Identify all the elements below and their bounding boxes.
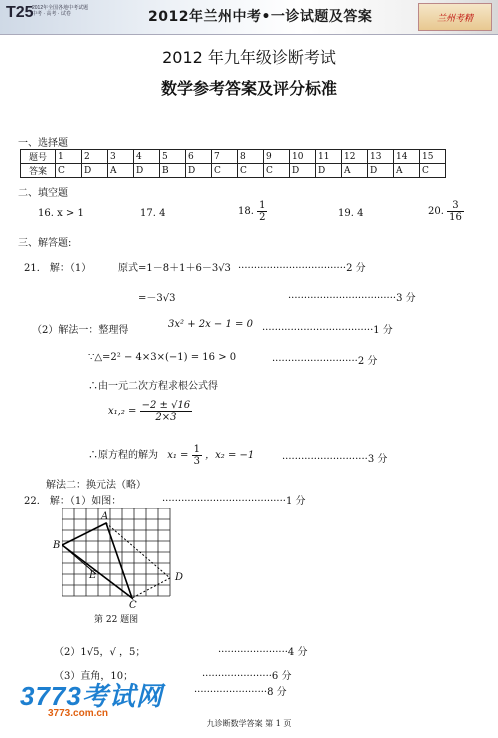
banner-code: T25 bbox=[6, 4, 34, 21]
q21-2-equation: 3x² + 2x − 1 = 0 bbox=[168, 319, 253, 330]
answer-17: 17. 4 bbox=[140, 208, 166, 219]
banner-small-text: 2012年全国各地中考试题 中考 · 高考 · 试卷 bbox=[32, 5, 89, 17]
q21-2-score: ···································1 分 bbox=[262, 325, 393, 336]
q21-root-formula: x₁,₂ = $\frac{-2 \pm √16}{2\times 3}$ bbox=[108, 400, 191, 423]
page-footer: 九诊断数学答案 第 1 页 bbox=[206, 719, 292, 728]
q21-label: 21． 解：（1） bbox=[24, 263, 92, 274]
banner-logo: 兰州考精 bbox=[418, 3, 492, 31]
doc-title: 2012 年九年级诊断考试 bbox=[162, 48, 336, 67]
section2-heading: 二、填空题 bbox=[18, 188, 68, 199]
point-d-label: D bbox=[175, 572, 184, 583]
point-b-label: B bbox=[53, 540, 61, 551]
point-a-label: A bbox=[101, 511, 109, 522]
answer-19: 19. 4 bbox=[338, 208, 364, 219]
table-header-q: 题号 bbox=[21, 150, 56, 164]
answer-20: 20. $\frac{3}{16}$ bbox=[428, 200, 462, 223]
point-e-label: E bbox=[89, 570, 97, 581]
q21-root-score: ···························3 分 bbox=[282, 454, 388, 465]
q22-2: （2）1√5，√ ，5； bbox=[54, 647, 146, 658]
section1-heading: 一、选择题 bbox=[18, 138, 68, 149]
q21-delta-score: ···························2 分 bbox=[272, 356, 378, 367]
section3-heading: 三、解答题: bbox=[18, 238, 72, 249]
q21-line1: 原式=1－8＋1＋6－3√3 bbox=[118, 263, 231, 274]
q22-3-score: ······················6 分 bbox=[202, 671, 292, 682]
q21-roots: ∴原方程的解为 x₁ = $\frac{1}{3}$ ，x₂ = −1 bbox=[88, 444, 255, 467]
q22-grid-figure bbox=[62, 508, 192, 612]
table-row-answers: 答案 C D A D B D C C C D D A D A C bbox=[21, 164, 446, 178]
dashed-lines bbox=[106, 523, 170, 598]
q21-method2: 解法二：换元法（略） bbox=[46, 480, 146, 491]
q21-2-label: （2）解法一：整理得 bbox=[32, 325, 129, 336]
q21-line2: =－3√3 bbox=[138, 293, 176, 304]
point-c-label: C bbox=[129, 600, 137, 611]
q22-3: （3）直角，10； bbox=[54, 671, 134, 682]
q22-label: 22． 解：（1）如图： bbox=[24, 496, 122, 507]
q21-score2: ··································3 分 bbox=[288, 293, 416, 304]
table-header-a: 答案 bbox=[21, 164, 56, 178]
q21-formula-text: ∴由一元二次方程求根公式得 bbox=[88, 381, 218, 392]
figure-caption: 第 22 题图 bbox=[94, 615, 139, 625]
banner-title: 2012年兰州中考•一诊试题及答案 bbox=[148, 9, 373, 25]
table-row-numbers: 题号 1 2 3 4 5 6 7 8 9 10 11 12 13 14 15 bbox=[21, 150, 446, 164]
q22-2-score: ······················4 分 bbox=[218, 647, 308, 658]
answer-16: 16. x > 1 bbox=[38, 208, 84, 219]
triangle-abc bbox=[62, 523, 132, 598]
answer-table bbox=[20, 149, 446, 178]
answer-18: 18. $\frac{1}{2}$ bbox=[238, 200, 266, 223]
watermark-logo: 3773考试网 bbox=[20, 681, 163, 711]
doc-subtitle: 数学参考答案及评分标准 bbox=[160, 79, 337, 98]
q21-score1: ··································2 分 bbox=[238, 263, 366, 274]
watermark-url: 3773.com.cn bbox=[48, 708, 109, 719]
q21-delta: ∵△=2² − 4×3×(−1) = 16 > 0 bbox=[88, 352, 237, 363]
q22-4-score: ·······················8 分 bbox=[194, 687, 287, 698]
q22-score1: ·······································1 分 bbox=[162, 496, 306, 507]
